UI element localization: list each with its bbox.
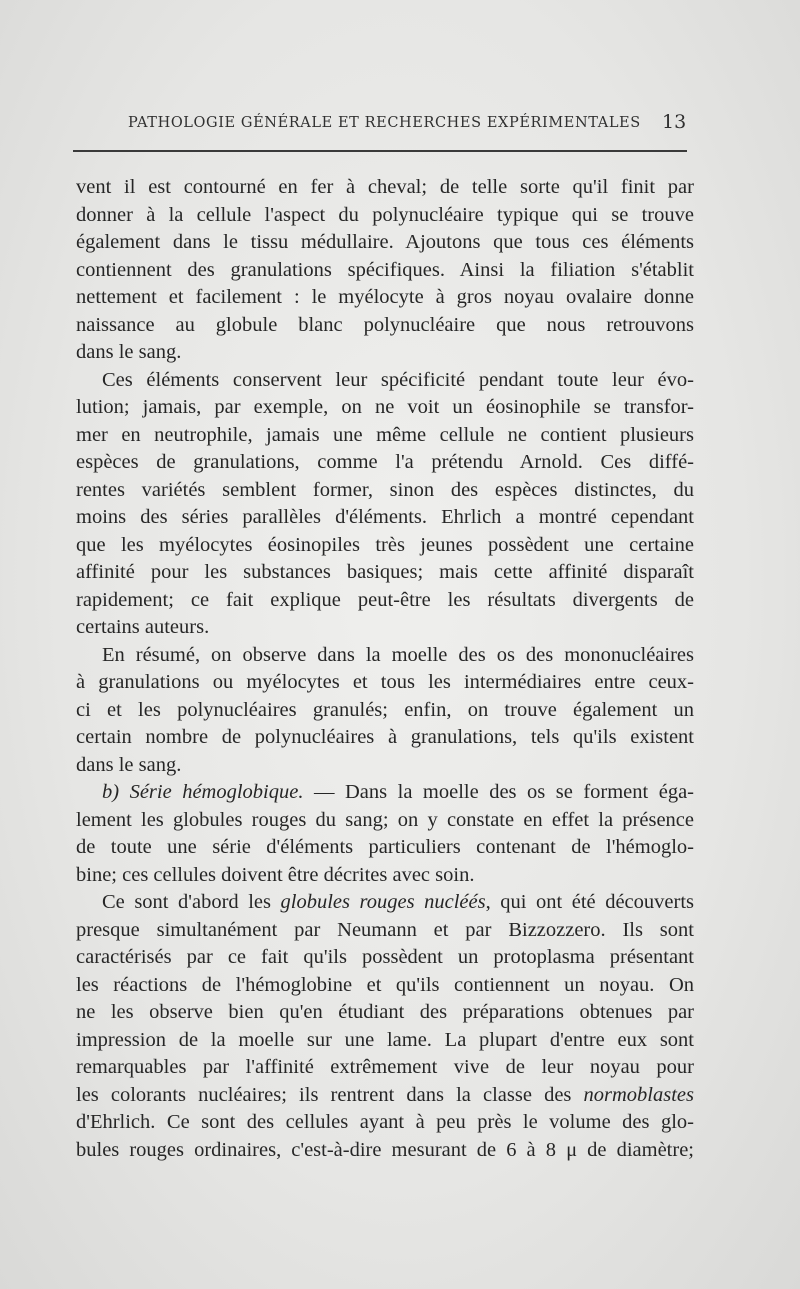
text-line: En résumé, on observe dans la moelle des os des mononucléaires	[102, 643, 694, 666]
text-line	[76, 889, 694, 917]
header-rule	[73, 150, 687, 152]
text-line: Ces éléments conservent leur spécificité pendant toute leur évo-	[102, 368, 694, 391]
text-line: certain nombre de polynucléaires à granulations, tels qu'ils existent	[76, 726, 694, 748]
text-line: vent il est contourné en fer à cheval; de telle sorte qu'il finit par	[76, 176, 694, 198]
text-line: rapidement; ce fait explique peut-être les résultats divergents de	[76, 588, 694, 611]
text-line: certains auteurs.	[76, 616, 210, 638]
text-run: , qui ont été découverts	[485, 891, 694, 913]
text-line: de toute une série d'éléments particuliers contenant de l'hémoglo-	[76, 836, 694, 858]
text-line: affinité pour les substances basiques; mais cette affinité disparaît	[76, 561, 694, 583]
paragraph-1	[76, 174, 694, 367]
text-line: moins des séries parallèles d'éléments. Ehrlich a montré cependant	[76, 506, 694, 528]
text-line: bules rouges ordinaires, c'est-à-dire mesurant de 6 à 8 μ de diamètre;	[76, 1138, 694, 1161]
body-text	[76, 174, 694, 1164]
text-line: impression de la moelle sur une lame. La plupart d'entre eux sont	[76, 1028, 694, 1051]
italic-term: globules rouges nucléés	[280, 891, 486, 913]
text-line: presque simultanément par Neumann et par Bizzozzero. Ils sont	[76, 918, 694, 941]
text-line: également dans le tissu médullaire. Ajoutons que tous ces éléments	[76, 231, 694, 253]
text-line: remarquables par l'affinité extrêmement vive de leur noyau pour	[76, 1056, 694, 1078]
text-line: mer en neutrophile, jamais une même cellule ne contient plusieurs	[76, 423, 694, 446]
text-line: rentes variétés semblent former, sinon des espèces distinctes, du	[76, 478, 694, 501]
text-line: donner à la cellule l'aspect du polynucléaire typique qui se trouve	[76, 203, 694, 226]
text-line: naissance au globule blanc polynucléaire que nous retrouvons	[76, 313, 694, 336]
text-line: d'Ehrlich. Ce sont des cellules ayant à peu près le volume des glo-	[76, 1111, 694, 1133]
section-heading: b) Série hémoglobique.	[102, 781, 304, 803]
italic-term: normoblastes	[583, 1083, 694, 1106]
paragraph-5	[76, 889, 694, 1164]
text-line: à granulations ou myélocytes et tous les intermédiaires entre ceux-	[76, 671, 694, 693]
text-line	[76, 1082, 694, 1110]
text-line: caractérisés par ce fait qu'ils possèdent un protoplasma présentant	[76, 946, 694, 968]
text-line: les réactions de l'hémoglobine et qu'ils contiennent un noyau. On	[76, 973, 694, 996]
page-number: 13	[662, 111, 687, 133]
text-run: — Dans la moelle des os se forment éga-	[303, 781, 695, 803]
text-line	[76, 779, 694, 807]
text-line: bine; ces cellules doivent être décrites avec soin.	[76, 863, 475, 886]
text-run: les colorants nucléaires; ils rentrent dans la classe des	[76, 1083, 584, 1106]
text-line: ci et les polynucléaires granulés; enfin, on trouve également un	[76, 698, 694, 721]
text-line: contiennent des granulations spécifiques. Ainsi la filiation s'établit	[76, 258, 694, 281]
text-line: lement les globules rouges du sang; on y constate en effet la présence	[76, 808, 694, 831]
running-title: PATHOLOGIE GÉNÉRALE ET RECHERCHES EXPÉRIMENTALES	[128, 115, 641, 131]
paragraph-4	[76, 779, 694, 889]
text-line: que les myélocytes éosinopiles très jeunes possèdent une certaine	[76, 533, 694, 556]
text-line: dans le sang.	[76, 341, 182, 363]
paragraph-3	[76, 642, 694, 780]
text-run: Ce sont d'abord les	[102, 891, 281, 913]
text-line: ne les observe bien qu'en étudiant des préparations obtenues par	[76, 1001, 694, 1023]
paragraph-2	[76, 367, 694, 642]
text-line: nettement et facilement : le myélocyte à gros noyau ovalaire donne	[76, 286, 694, 308]
text-line: dans le sang.	[76, 753, 182, 776]
text-line: espèces de granulations, comme l'a prétendu Arnold. Ces diffé-	[76, 451, 694, 473]
text-line: lution; jamais, par exemple, on ne voit un éosinophile se transfor-	[76, 396, 694, 418]
